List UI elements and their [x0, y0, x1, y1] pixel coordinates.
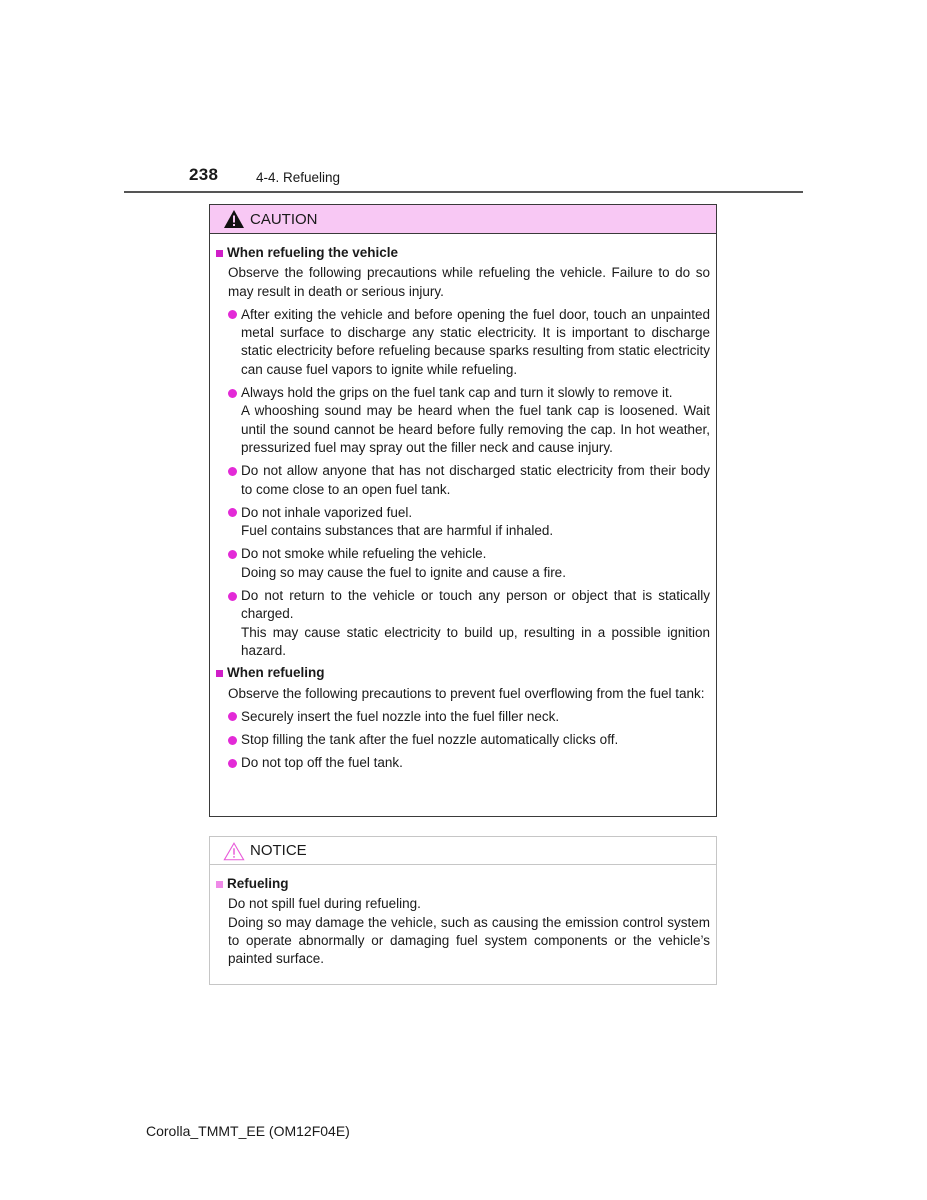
circle-bullet-icon: [228, 759, 237, 768]
list-item: [216, 545, 710, 582]
list-item-line: This may cause static electricity to build up, resulting in a possible ignition hazard.: [241, 624, 710, 658]
notice-line: Do not spill fuel during refueling.: [228, 896, 421, 912]
notice-header: [210, 837, 716, 865]
subheading-text: When refueling the vehicle: [227, 245, 399, 260]
list-item: [216, 731, 710, 749]
notice-body: [210, 865, 716, 968]
list-item-line: Stop filling the tank after the fuel nozzle automatically clicks off.: [241, 732, 619, 748]
warning-triangle-outline-icon: [223, 841, 245, 861]
circle-bullet-icon: [228, 508, 237, 517]
list-item-text: [241, 587, 710, 660]
notice-heading-text: Refueling: [227, 876, 289, 891]
caution-body: [210, 234, 716, 773]
list-item-line: A whooshing sound may be heard when the fuel tank cap is loosened. Wait until the sound cannot be heard before fully removing the cap. In hot weather, pressurized fuel may spray out the filler neck and cause injury.: [241, 403, 710, 455]
list-item-text: [241, 384, 710, 457]
caution-title: CAUTION: [250, 210, 318, 228]
list-item: [216, 708, 710, 726]
circle-bullet-icon: [228, 467, 237, 476]
notice-line: Doing so may damage the vehicle, such as causing the emission control system to operate abnormally or damaging fuel system components or the vehicle’s painted surface.: [228, 914, 710, 967]
list-item-text: [241, 708, 710, 726]
list-item-line: Do not return to the vehicle or touch any person or object that is statically charged.: [241, 588, 710, 622]
list-item: [216, 587, 710, 660]
section-intro: Observe the following precautions while refueling the vehicle. Failure to do so may result in death or serious injury.: [228, 265, 710, 299]
list-item-line: Do not allow anyone that has not discharged static electricity from their body to come close to an open fuel tank.: [241, 463, 710, 497]
footer-doc-id: Corolla_TMMT_EE (OM12F04E): [146, 1123, 350, 1139]
list-item-line: Do not inhale vaporized fuel.: [241, 504, 413, 520]
square-bullet-icon: [216, 670, 223, 677]
list-item-text: [241, 462, 710, 499]
section-title: 4-4. Refueling: [256, 170, 341, 185]
circle-bullet-icon: [228, 592, 237, 601]
list-item-line: Always hold the grips on the fuel tank cap and turn it slowly to remove it.: [241, 385, 673, 401]
warning-triangle-solid-icon: [223, 209, 245, 229]
list-item: [216, 384, 710, 457]
subheading-text: When refueling: [227, 665, 325, 681]
list-item: [216, 462, 710, 499]
circle-bullet-icon: [228, 736, 237, 745]
page-number: 238: [189, 165, 219, 184]
list-item-text: [241, 306, 710, 379]
list-item-line: Securely insert the fuel nozzle into the fuel filler neck.: [241, 708, 560, 724]
list-item-line: Doing so may cause the fuel to ignite and cause a fire.: [241, 564, 566, 580]
square-bullet-icon: [216, 881, 223, 888]
list-item-line: Do not top off the fuel tank.: [241, 755, 403, 771]
circle-bullet-icon: [228, 712, 237, 721]
list-item-text: [241, 754, 710, 772]
list-item-line: Do not smoke while refueling the vehicle.: [241, 546, 487, 562]
list-item: [216, 504, 710, 541]
notice-subheading: [216, 875, 710, 893]
circle-bullet-icon: [228, 310, 237, 319]
list-item-line: Fuel contains substances that are harmful if inhaled.: [241, 523, 554, 539]
section-intro: Observe the following precautions to prevent fuel overflowing from the fuel tank:: [228, 685, 705, 701]
square-bullet-icon: [216, 250, 223, 257]
caution-box: [209, 204, 717, 817]
list-item-text: [241, 504, 710, 541]
list-item: [216, 306, 710, 379]
caution-header: [210, 205, 716, 234]
list-item-text: [241, 545, 710, 582]
list-item-line: After exiting the vehicle and before opening the fuel door, touch an unpainted metal surface to discharge any static electricity. It is important to discharge static electricity before refueling because sparks resulting from static electricity can cause fuel vapors to ignite while refueling.: [241, 306, 710, 377]
notice-box: [209, 836, 717, 985]
caution-subheading: [216, 244, 710, 262]
notice-title: NOTICE: [250, 842, 307, 859]
circle-bullet-icon: [228, 550, 237, 559]
list-item: [216, 754, 710, 772]
header-divider: [124, 191, 803, 193]
list-item-text: [241, 731, 710, 749]
page-header: [0, 160, 927, 200]
notice-paragraph: [216, 895, 710, 968]
caution-subheading: [216, 664, 710, 682]
circle-bullet-icon: [228, 389, 237, 398]
